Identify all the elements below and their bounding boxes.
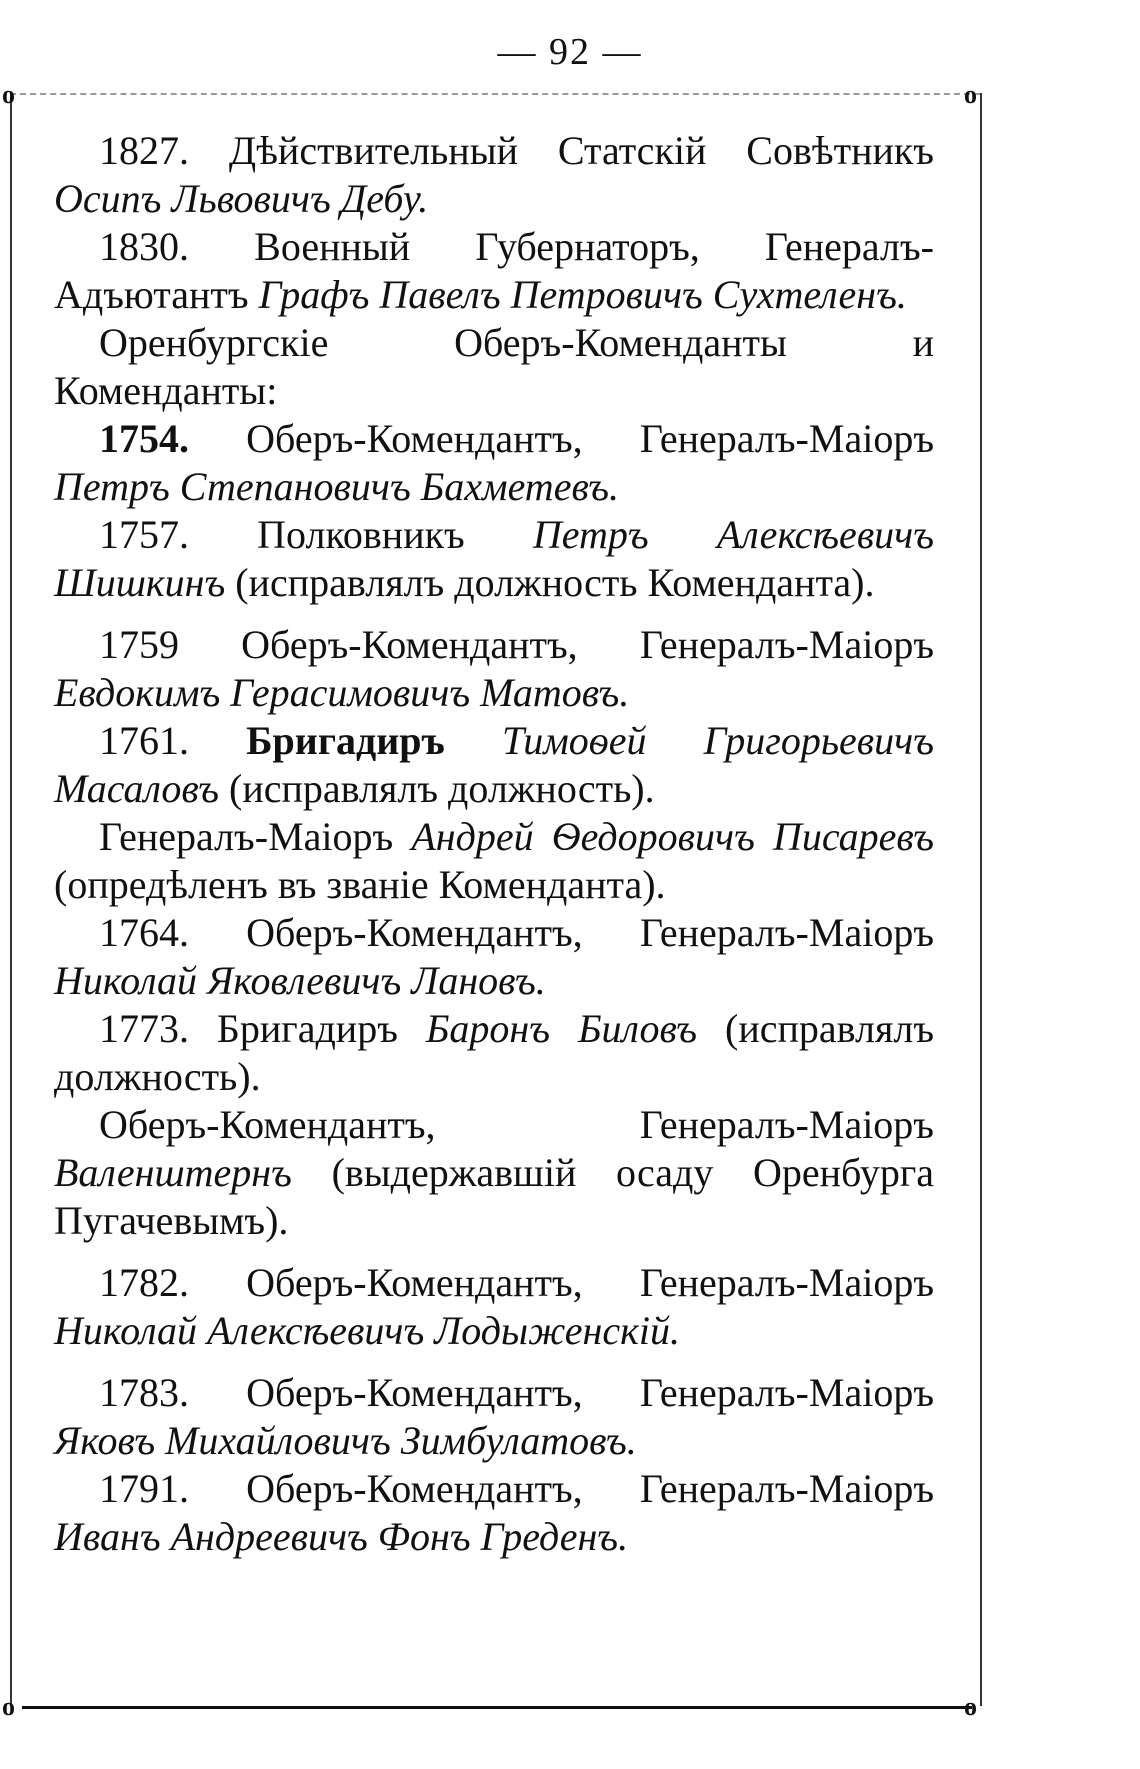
entry-title: Оберъ-Комендантъ, Генералъ-Маіоръ	[246, 416, 934, 461]
entry-name: Иванъ Андреевичъ Фонъ Греденъ.	[54, 1514, 629, 1559]
entry-title: Дѣйствительный Статскій Совѣтникъ	[228, 128, 934, 173]
bottom-rule	[22, 1706, 972, 1709]
page-content	[54, 127, 934, 1561]
entry-title: Бригадиръ	[216, 1006, 398, 1051]
entry-title: Оберъ-Комендантъ, Генералъ-Маіоръ	[246, 910, 934, 955]
entry-name: Андрей Ѳедоровичъ Писаревъ	[411, 814, 935, 859]
corner-ornament-bottom-right: o	[964, 1692, 977, 1721]
entry-title: Оберъ-Комендантъ, Генералъ-Маіоръ	[246, 1370, 934, 1415]
entry-note: (опредѣленъ въ званіе Коменданта).	[54, 862, 666, 907]
entry	[54, 223, 934, 319]
entry-note: (исправлялъ должность Коменданта).	[235, 560, 875, 605]
entry-title: Военный Губернаторъ, Генералъ-Адъютантъ	[54, 224, 934, 317]
entry-title: Полковникъ	[257, 512, 465, 557]
entry-name: Валенштернъ	[54, 1150, 292, 1195]
section-heading	[54, 319, 934, 415]
entry-name: Графъ Павелъ Петровичъ Сухтеленъ.	[258, 272, 907, 317]
entry-name: Осипъ Львовичъ Дебу.	[54, 176, 429, 221]
entry-title: Бригадиръ	[246, 718, 445, 763]
entry-title: Оберъ-Комендантъ, Генералъ-Маіоръ	[246, 1466, 934, 1511]
entry-year: 1757.	[99, 512, 189, 557]
section-heading-text: Оренбургскіе Оберъ-Коменданты и Коменданты:	[54, 320, 934, 413]
entry-name: Петръ Степановичъ Бахметевъ.	[54, 464, 620, 509]
entry	[54, 1369, 934, 1465]
entry-year: 1754.	[99, 416, 189, 461]
top-rule	[10, 93, 980, 95]
entry	[54, 1101, 934, 1245]
entry	[54, 511, 934, 607]
entry-name: Николай Алексѣевичъ Лодыженскій.	[54, 1308, 680, 1353]
entry-year: 1764.	[99, 910, 189, 955]
entry-note: (исправлялъ должность).	[54, 1006, 935, 1099]
entry-title: Оберъ-Комендантъ, Генералъ-Маіоръ	[99, 1102, 934, 1147]
entry-name: Николай Яковлевичъ Лановъ.	[54, 958, 546, 1003]
entry	[54, 1259, 934, 1355]
corner-ornament-bottom-left: o	[2, 1692, 15, 1721]
entry-title: Генералъ-Маіоръ	[99, 814, 394, 859]
right-side-rule	[980, 93, 982, 1706]
entry-year: 1773.	[99, 1006, 189, 1051]
entry-year: 1783.	[99, 1370, 189, 1415]
entry-name: Яковъ Михайловичъ Зимбулатовъ.	[54, 1418, 637, 1463]
entry	[54, 813, 934, 909]
entry-title: Оберъ-Комендантъ, Генералъ-Маіоръ	[241, 622, 934, 667]
left-side-rule	[10, 93, 12, 1706]
entry-year: 1827.	[99, 128, 189, 173]
entry-year: 1782.	[99, 1260, 189, 1305]
entry-note: (исправлялъ должность).	[229, 766, 655, 811]
entry-year: 1791.	[99, 1466, 189, 1511]
entry-year: 1761.	[99, 718, 189, 763]
entry	[54, 909, 934, 1005]
entry-note: (выдержавшій осаду Оренбурга Пугачевымъ).	[54, 1150, 934, 1243]
corner-ornament-top-right: o	[964, 80, 977, 109]
entry-name: Петръ Алексѣевичъ Шишкинъ	[54, 512, 935, 605]
entry	[54, 415, 934, 511]
entry	[54, 621, 934, 717]
entry	[54, 127, 934, 223]
entry	[54, 1465, 934, 1561]
entry	[54, 1005, 934, 1101]
entry-name: Тимоѳей Григорьевичъ Масаловъ	[54, 718, 935, 811]
entry-name: Евдокимъ Герасимовичъ Матовъ.	[54, 670, 630, 715]
entry-year: 1830.	[99, 224, 189, 269]
page-number: — 92 —	[497, 31, 643, 73]
entry-year: 1759	[99, 622, 179, 667]
entry-name: Баронъ Биловъ	[425, 1006, 698, 1051]
entry-title: Оберъ-Комендантъ, Генералъ-Маіоръ	[246, 1260, 934, 1305]
entry	[54, 717, 934, 813]
corner-ornament-top-left: o	[2, 80, 15, 109]
